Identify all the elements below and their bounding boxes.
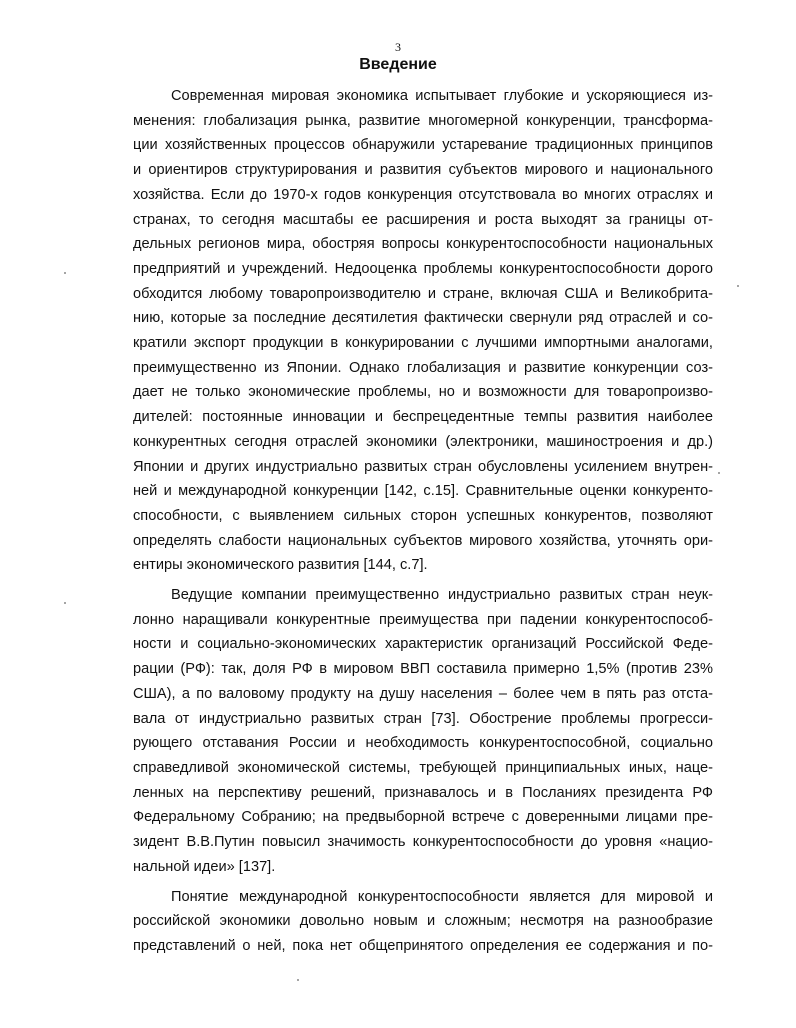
scan-speck bbox=[737, 285, 739, 287]
text-line: менения: глобализация рынка, развитие многомерной конкуренции, трансформа- bbox=[133, 112, 713, 129]
text-line: ности и социально-экономических характеристик организаций Российской Феде- bbox=[133, 636, 713, 653]
text-line: конкурентных сегодня отраслей экономики (электроники, машиностроения и др.) bbox=[133, 433, 713, 450]
text-line: преимущественно из Японии. Однако глобализация и развитие конкуренции соз- bbox=[133, 359, 713, 376]
scan-speck bbox=[64, 272, 66, 274]
text-line: нию, которые за последние десятилетия фактически свернули ряд отраслей и со- bbox=[133, 310, 713, 327]
page-title: Введение bbox=[359, 56, 437, 73]
text-line: рующего отставания России и необходимость конкурентоспособной, социально bbox=[133, 735, 713, 752]
text-line: хозяйства. Если до 1970-х годов конкуренция отсутствовала во многих отраслях и bbox=[133, 186, 713, 203]
text-line: зидент В.В.Путин повысил значимость конкурентоспособности до уровня «нацио- bbox=[133, 834, 713, 851]
text-line: вала от индустриально развитых стран [73]. Обострение проблемы прогресси- bbox=[133, 710, 713, 727]
text-line: предприятий и учреждений. Недооценка проблемы конкурентоспособности дорого bbox=[133, 260, 713, 277]
text-line: определять слабости национальных субъектов мирового хозяйства, уточнять ори- bbox=[133, 532, 713, 549]
text-line: представлений о ней, пока нет общепринятого определения ее содержания и по- bbox=[133, 937, 713, 954]
text-line: рации (РФ): так, доля РФ в мировом ВВП составила примерно 1,5% (против 23% bbox=[133, 661, 713, 678]
text-line: ленных на перспективу решений, признавалось и в Посланиях президента РФ bbox=[133, 784, 713, 801]
text-line: нальной идеи» [137]. bbox=[133, 858, 276, 875]
text-line: справедливой экономической системы, требующей принципиальных иных, наце- bbox=[133, 759, 713, 776]
text-line: Современная мировая экономика испытывает глубокие и ускоряющиеся из- bbox=[171, 88, 713, 104]
text-line: Федеральному Собранию; на предвыборной встрече с доверенными лицами пре- bbox=[133, 809, 713, 826]
text-line: Понятие международной конкурентоспособности является для мировой и bbox=[171, 888, 713, 905]
text-line: российской экономики довольно новым и сложным; несмотря на разнообразие bbox=[133, 913, 713, 930]
text-line: обходится любому товаропроизводителю и стране, включая США и Великобрита- bbox=[133, 285, 713, 302]
text-line: способности, с выявлением сильных сторон успешных конкурентов, позволяют bbox=[133, 507, 713, 524]
text-line: ции хозяйственных процессов обнаружили устаревание традиционных принципов bbox=[133, 137, 713, 154]
paragraph-3 bbox=[133, 885, 713, 959]
page-number: 3 bbox=[395, 40, 401, 54]
text-line: США), а по валовому продукту на душу населения – более чем в пять раз отста- bbox=[133, 685, 713, 702]
scan-speck bbox=[718, 472, 720, 474]
scan-speck bbox=[297, 979, 299, 981]
text-line: и ориентиров структурирования и развития субъектов мирового и национального bbox=[133, 162, 713, 179]
text-line: ентиры экономического развития [144, с.7]. bbox=[133, 557, 428, 574]
scan-speck bbox=[64, 602, 66, 604]
paragraph-2 bbox=[133, 583, 713, 879]
text-line: дельных регионов мира, обостряя вопросы конкурентоспособности национальных bbox=[133, 236, 713, 253]
text-line: лонно наращивали конкурентные преимущества при падении конкурентоспособ- bbox=[133, 611, 713, 628]
text-line: ней и международной конкуренции [142, с.15]. Сравнительные оценки конкуренто- bbox=[133, 483, 713, 500]
text-line: дителей: постоянные инновации и беспрецедентные темпы развития наиболее bbox=[133, 409, 713, 426]
text-line: кратили экспорт продукции в конкурировании с лучшими импортными аналогами, bbox=[133, 335, 713, 352]
body-text bbox=[133, 84, 713, 959]
text-line: Японии и других индустриально развитых стран обусловлены усилением внутрен- bbox=[133, 458, 713, 475]
text-line: дает не только экономические проблемы, но и возможности для товаропроизво- bbox=[133, 384, 713, 401]
text-line: Ведущие компании преимущественно индустриально развитых стран неук- bbox=[171, 587, 713, 604]
text-line: странах, то сегодня масштабы ее расширения и роста выходят за границы от- bbox=[133, 211, 713, 228]
paragraph-1 bbox=[133, 84, 713, 578]
